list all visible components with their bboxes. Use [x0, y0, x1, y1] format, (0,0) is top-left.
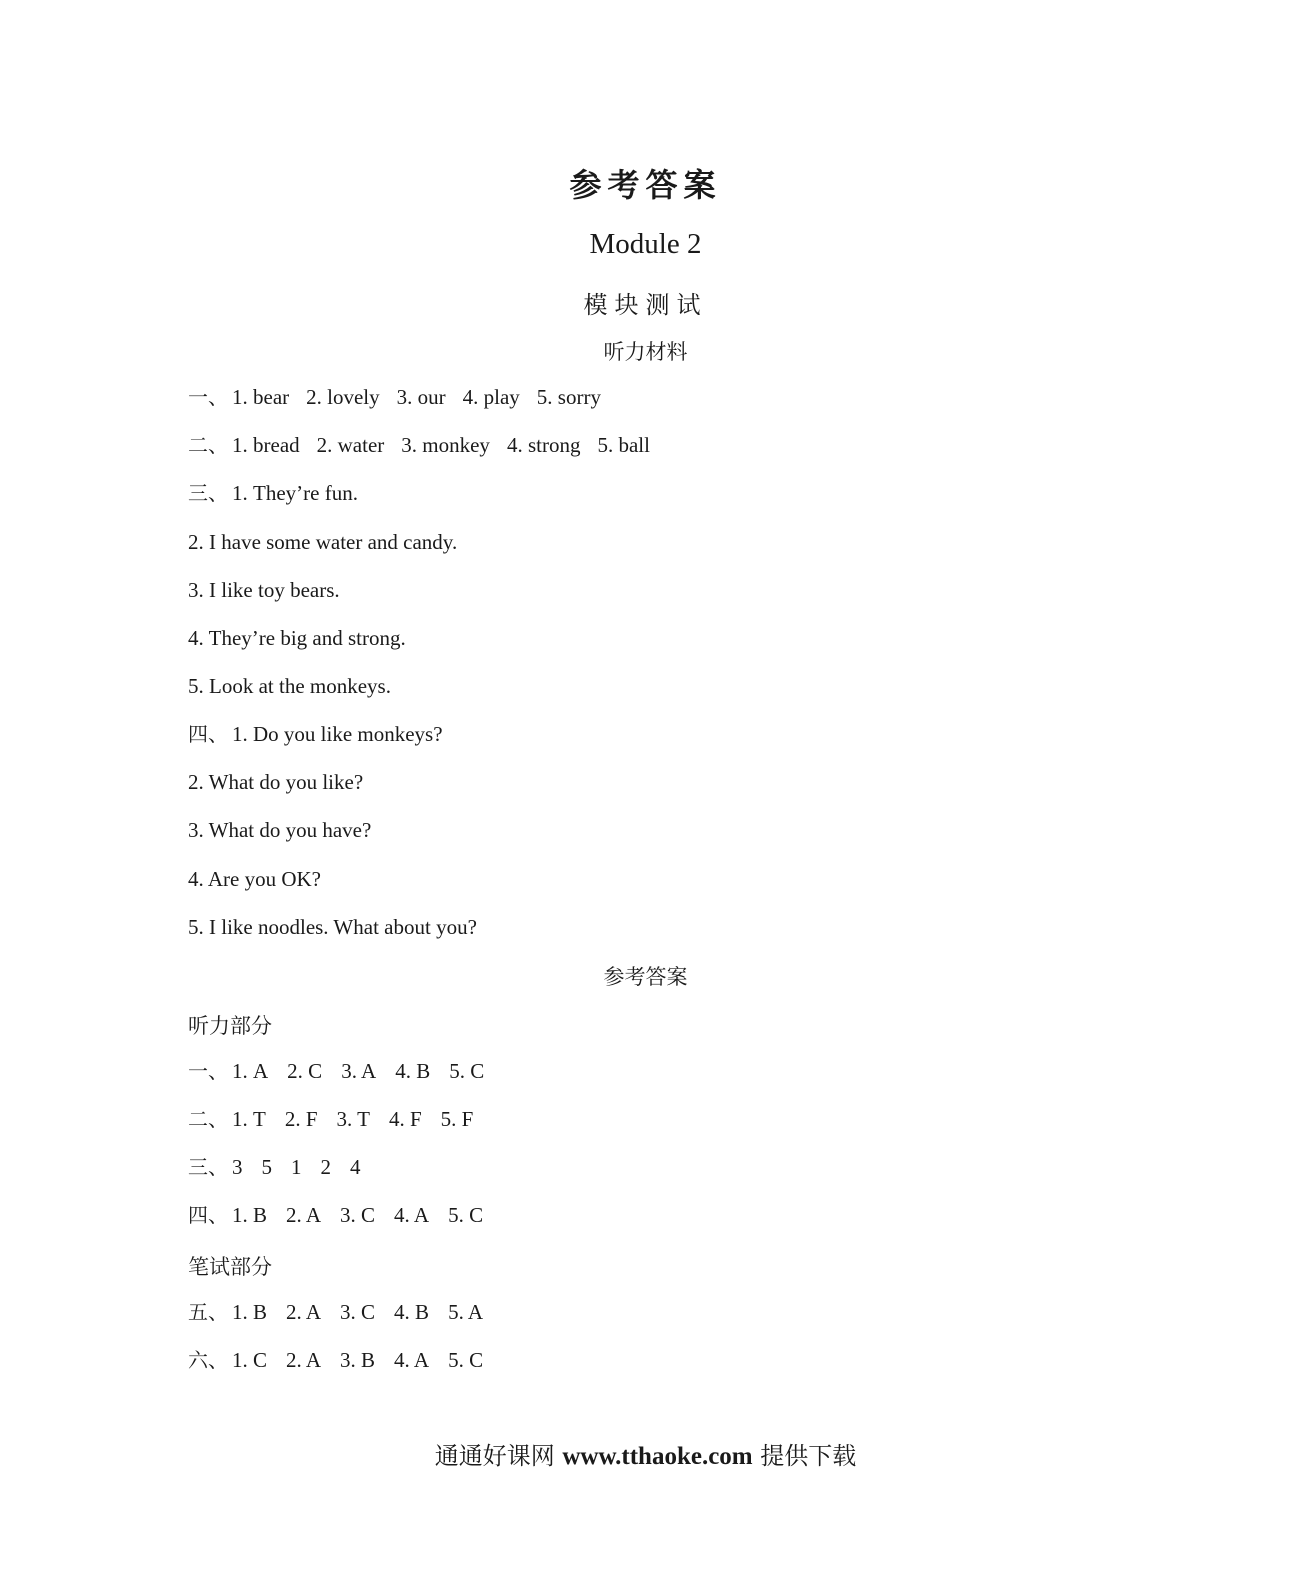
answer-item: 5. C [448, 1203, 484, 1227]
answer-item: 3. A [341, 1059, 377, 1083]
list-item: 3. monkey [401, 433, 490, 457]
answer-item: 5. F [440, 1107, 474, 1131]
module-title: Module 2 [589, 228, 702, 260]
footer-text: 通通好课网 [434, 1442, 563, 1470]
answer-row [188, 1107, 492, 1132]
list-item: 2. water [316, 433, 385, 457]
answer-item: 5. A [448, 1300, 484, 1324]
sentence: 2. I have some water and candy. [188, 530, 458, 554]
answer-item: 2. F [284, 1107, 318, 1131]
page-title: 参考答案 [569, 166, 722, 204]
answer-row [188, 1059, 503, 1084]
answer-item: 5 [261, 1155, 272, 1179]
answer-item: 4. B [394, 1300, 430, 1324]
section-subtitle: 模块测试 [583, 291, 708, 319]
answer-item: 4. A [394, 1348, 430, 1372]
answer-row [188, 1300, 502, 1325]
answer-item: 5. C [448, 1348, 484, 1372]
list-item: 1. bread [232, 433, 300, 457]
answer-item: 4. A [394, 1203, 430, 1227]
sentence: 1. They’re fun. [232, 481, 358, 505]
answer-item: 2. A [286, 1300, 322, 1324]
answer-item: 3. C [340, 1300, 376, 1324]
answer-row [188, 1348, 502, 1373]
answer-item: 1. C [232, 1348, 268, 1372]
list-item: 3. our [396, 385, 446, 409]
part-prefix: 五、 [188, 1300, 228, 1324]
answer-item: 1. B [232, 1300, 268, 1324]
answer-item: 4. B [395, 1059, 431, 1083]
answers-heading: 参考答案 [603, 965, 688, 989]
answer-item: 4. F [388, 1107, 422, 1131]
answer-item: 3. C [340, 1203, 376, 1227]
answer-item: 1. B [232, 1203, 268, 1227]
answer-item: 1 [291, 1155, 302, 1179]
answer-item: 2. C [287, 1059, 323, 1083]
writing-section-label: 笔试部分 [188, 1255, 272, 1279]
answer-row [188, 1203, 502, 1228]
part-prefix: 二、 [188, 433, 228, 457]
list-item: 4. strong [506, 433, 581, 457]
part-prefix: 一、 [188, 385, 228, 409]
part-prefix: 一、 [188, 1059, 228, 1083]
sentence: 3. What do you have? [188, 818, 372, 842]
list-item: 1. bear [232, 385, 290, 409]
answer-item: 3. T [336, 1107, 370, 1131]
part-prefix: 四、 [188, 1203, 228, 1227]
listening-part3-line [188, 481, 358, 506]
answer-item: 2 [320, 1155, 331, 1179]
part-prefix: 二、 [188, 1107, 228, 1131]
listening-material-heading: 听力材料 [603, 340, 688, 364]
answer-item: 3 [232, 1155, 243, 1179]
part-prefix: 四、 [188, 722, 228, 746]
answer-item: 2. A [286, 1348, 322, 1372]
sentence: 5. Look at the monkeys. [188, 674, 391, 698]
answer-row [188, 1155, 380, 1180]
listening-part4-line [188, 722, 443, 747]
list-item: 2. lovely [306, 385, 380, 409]
part-prefix: 六、 [188, 1348, 228, 1372]
footer-link[interactable]: www.tthaoke.com [562, 1443, 753, 1470]
answer-item: 1. T [232, 1107, 266, 1131]
answer-item: 3. B [340, 1348, 376, 1372]
part-prefix: 三、 [188, 1155, 228, 1179]
footer-text: 提供下载 [752, 1442, 857, 1470]
sentence: 1. Do you like monkeys? [232, 722, 443, 746]
sentence: 2. What do you like? [188, 770, 364, 794]
sentence: 4. They’re big and strong. [188, 626, 406, 650]
download-footer [0, 1436, 1291, 1471]
sentence: 3. I like toy bears. [188, 578, 340, 602]
sentence: 4. Are you OK? [188, 867, 321, 891]
listening-part1-line [188, 385, 601, 410]
answer-item: 2. A [286, 1203, 322, 1227]
answer-item: 4 [350, 1155, 361, 1179]
answer-item: 5. C [449, 1059, 485, 1083]
list-item: 5. ball [597, 433, 650, 457]
answer-item: 1. A [232, 1059, 269, 1083]
list-item: 5. sorry [536, 385, 601, 409]
sentence: 5. I like noodles. What about you? [188, 915, 477, 939]
list-item: 4. play [462, 385, 520, 409]
part-prefix: 三、 [188, 481, 228, 505]
listening-section-label: 听力部分 [188, 1014, 272, 1038]
listening-part2-line [188, 433, 650, 458]
